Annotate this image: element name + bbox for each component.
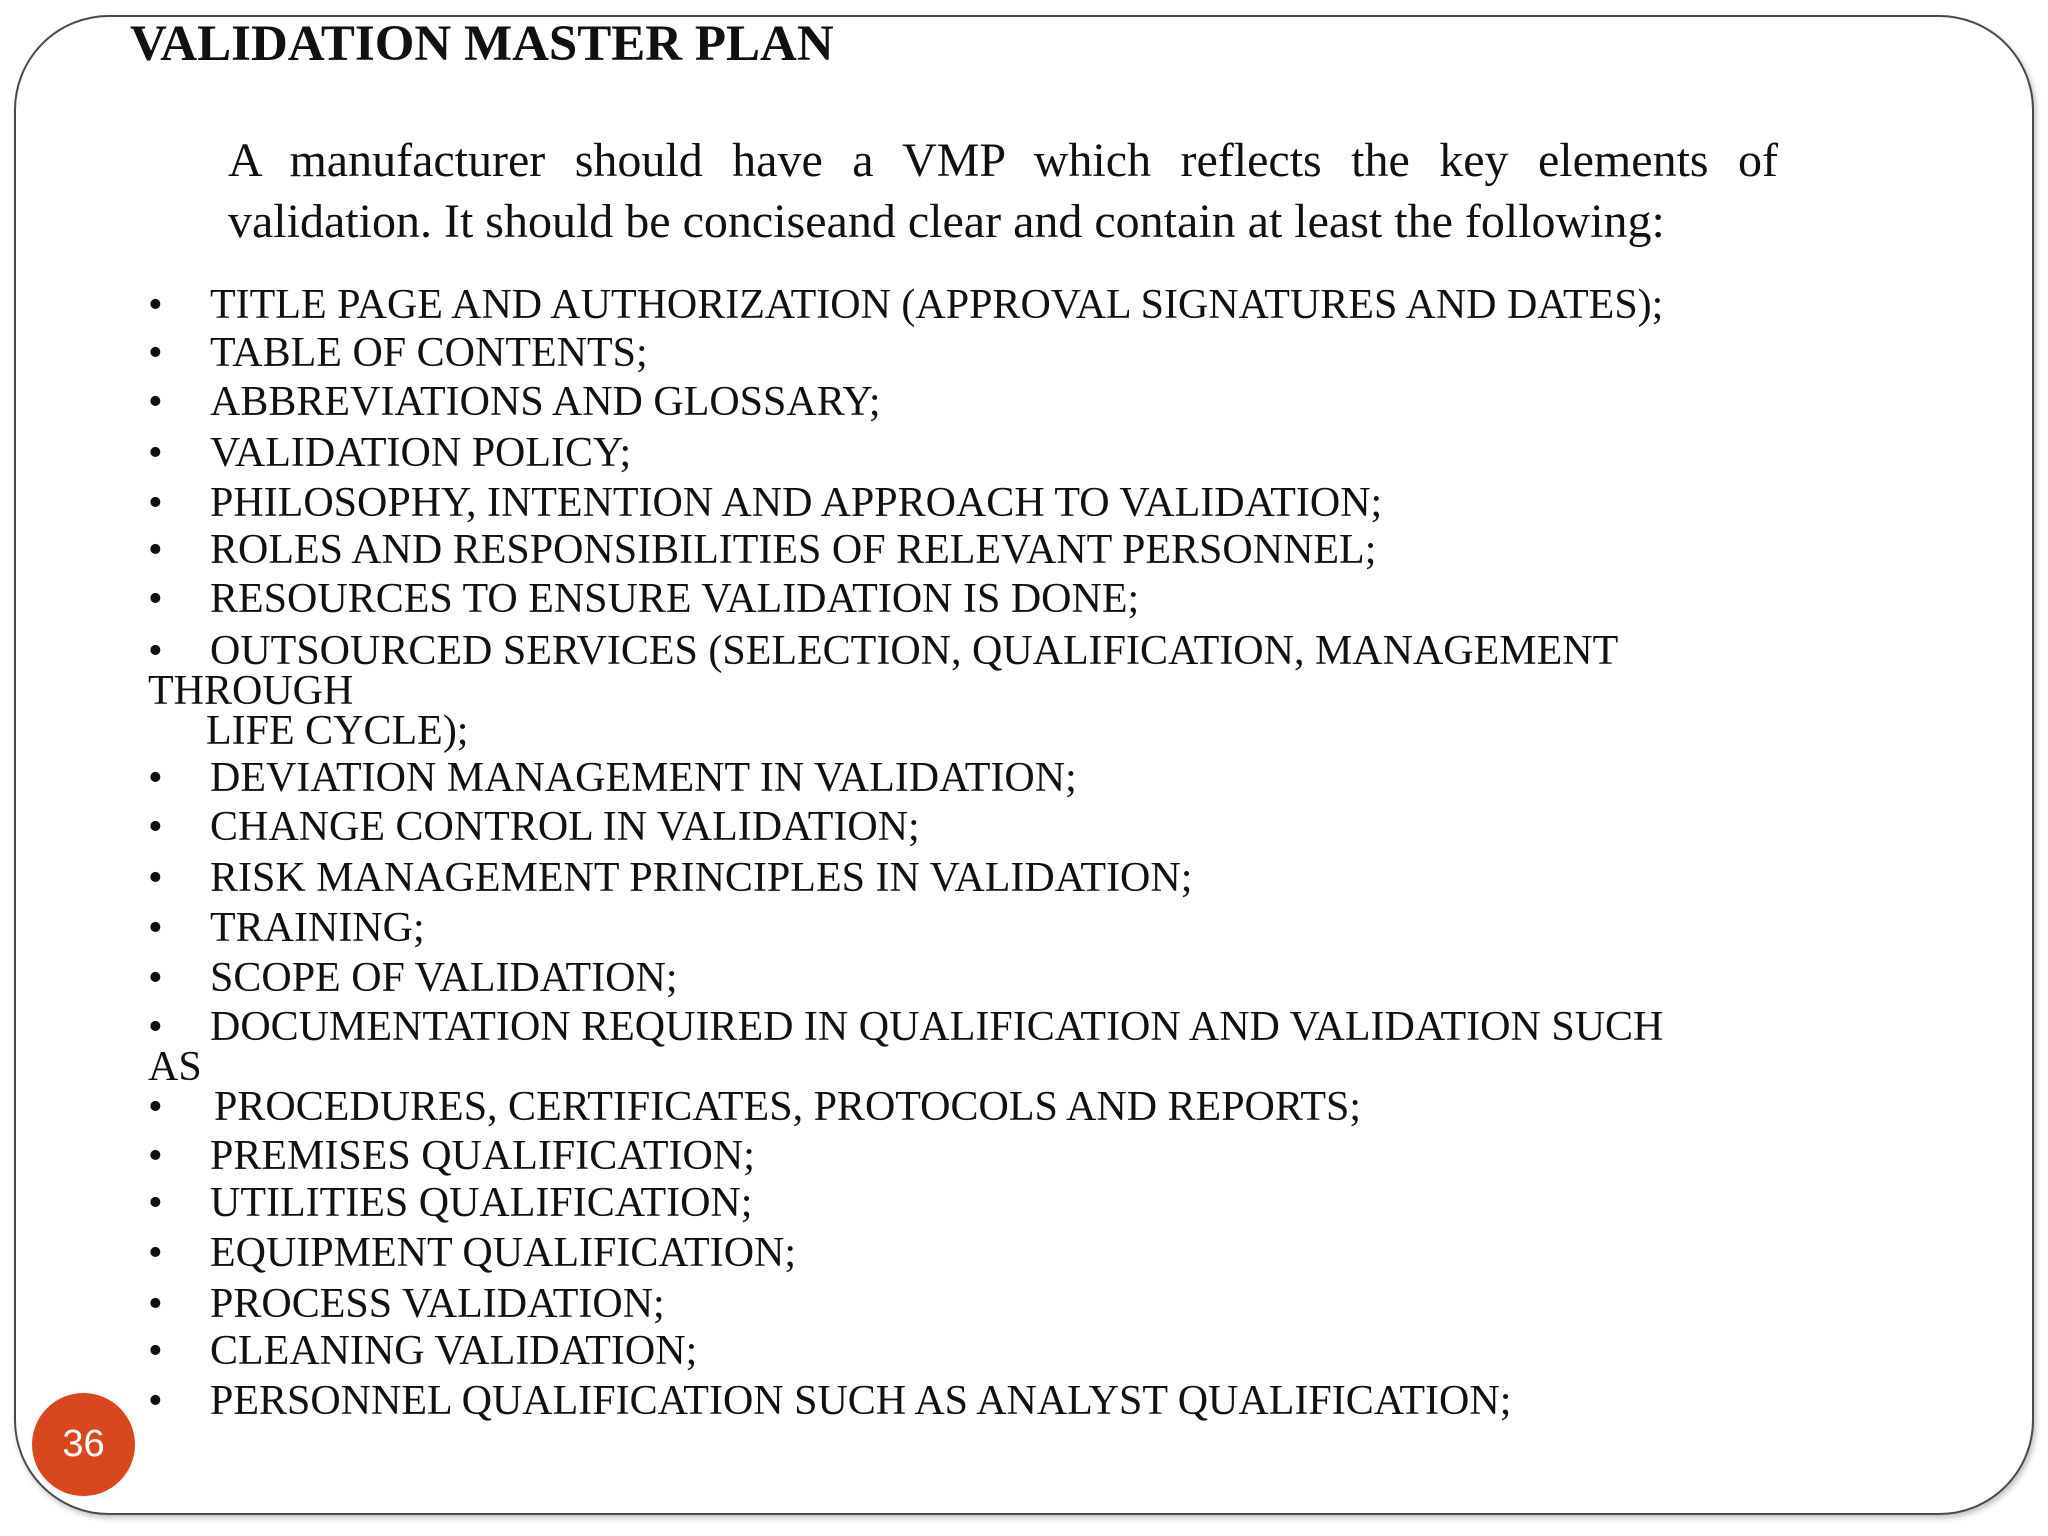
bullet-icon: • xyxy=(148,480,163,526)
list-item-continuation: AS xyxy=(148,1044,202,1090)
list-item-text: EQUIPMENT QUALIFICATION; xyxy=(210,1230,797,1276)
list-item xyxy=(148,379,881,425)
list-item xyxy=(148,955,678,1001)
list-item-text: SCOPE OF VALIDATION; xyxy=(210,955,678,1001)
list-item xyxy=(148,755,1077,801)
bullet-icon: • xyxy=(148,1281,163,1327)
list-item xyxy=(148,1180,753,1226)
bullet-icon: • xyxy=(148,855,163,901)
bullet-icon: • xyxy=(148,1230,163,1276)
list-item-continuation: THROUGH xyxy=(148,668,354,714)
list-item xyxy=(148,855,1193,901)
list-item xyxy=(148,1004,1664,1050)
slide-title: VALIDATION MASTER PLAN xyxy=(130,16,834,72)
bullet-icon: • xyxy=(148,1004,163,1050)
list-item-text: TABLE OF CONTENTS; xyxy=(210,330,648,376)
list-item-text: PHILOSOPHY, INTENTION AND APPROACH TO VALIDATION; xyxy=(210,480,1383,526)
list-item-text: RESOURCES TO ENSURE VALIDATION IS DONE; xyxy=(210,576,1140,622)
list-item-text: OUTSOURCED SERVICES (SELECTION, QUALIFICATION, MANAGEMENT xyxy=(210,628,1619,674)
bullet-icon: • xyxy=(148,1328,163,1374)
intro-paragraph: A manufacturer should have a VMP which reflects the key elements of validation. It should be conciseand clear and contain at least the following: xyxy=(228,134,1778,248)
bullet-icon: • xyxy=(148,576,163,622)
bullet-icon: • xyxy=(148,430,163,476)
list-item xyxy=(148,1281,665,1327)
list-item xyxy=(148,576,1140,622)
list-item xyxy=(148,1133,755,1179)
list-item-text: ABBREVIATIONS AND GLOSSARY; xyxy=(210,379,881,425)
list-item-text: ROLES AND RESPONSIBILITIES OF RELEVANT PERSONNEL; xyxy=(210,527,1377,573)
bullet-icon: • xyxy=(148,804,163,850)
list-item xyxy=(148,1084,1362,1130)
page-number-badge: 36 xyxy=(32,1393,135,1496)
list-item-text: TRAINING; xyxy=(210,905,425,951)
list-item-text: VALIDATION POLICY; xyxy=(210,430,632,476)
list-item-text: DEVIATION MANAGEMENT IN VALIDATION; xyxy=(210,755,1077,801)
list-item-text: PERSONNEL QUALIFICATION SUCH AS ANALYST QUALIFICATION; xyxy=(210,1378,1512,1424)
bullet-icon: • xyxy=(148,1180,163,1226)
bullet-icon: • xyxy=(148,1133,163,1179)
list-item-text: PREMISES QUALIFICATION; xyxy=(210,1133,755,1179)
list-item-text: CLEANING VALIDATION; xyxy=(210,1328,698,1374)
bullet-icon: • xyxy=(148,527,163,573)
bullet-icon: • xyxy=(148,282,163,328)
list-item xyxy=(148,430,632,476)
list-item xyxy=(148,527,1377,573)
bullet-icon: • xyxy=(148,955,163,1001)
list-item xyxy=(148,905,425,951)
list-item-text: DOCUMENTATION REQUIRED IN QUALIFICATION AND VALIDATION SUCH xyxy=(210,1004,1664,1050)
list-item-text: RISK MANAGEMENT PRINCIPLES IN VALIDATION; xyxy=(210,855,1193,901)
list-item xyxy=(148,282,1664,328)
list-item-continuation: LIFE CYCLE); xyxy=(206,708,469,754)
list-item-text: UTILITIES QUALIFICATION; xyxy=(210,1180,753,1226)
bullet-icon: • xyxy=(148,1378,163,1424)
bullet-icon: • xyxy=(148,755,163,801)
list-item xyxy=(148,480,1383,526)
list-item xyxy=(148,804,920,850)
list-item-text: TITLE PAGE AND AUTHORIZATION (APPROVAL SIGNATURES AND DATES); xyxy=(210,282,1664,328)
list-item xyxy=(148,330,648,376)
bullet-icon: • xyxy=(148,330,163,376)
list-item-text: CHANGE CONTROL IN VALIDATION; xyxy=(210,804,920,850)
list-item-text: PROCESS VALIDATION; xyxy=(210,1281,665,1327)
list-item xyxy=(148,1230,797,1276)
bullet-icon: • xyxy=(148,379,163,425)
list-item-text: PROCEDURES, CERTIFICATES, PROTOCOLS AND REPORTS; xyxy=(214,1084,1362,1130)
list-item xyxy=(148,1378,1512,1424)
bullet-icon: • xyxy=(148,905,163,951)
bullet-icon: • xyxy=(148,1084,163,1130)
list-item xyxy=(148,628,1619,674)
list-item xyxy=(148,1328,698,1374)
bullet-icon: • xyxy=(148,628,163,674)
